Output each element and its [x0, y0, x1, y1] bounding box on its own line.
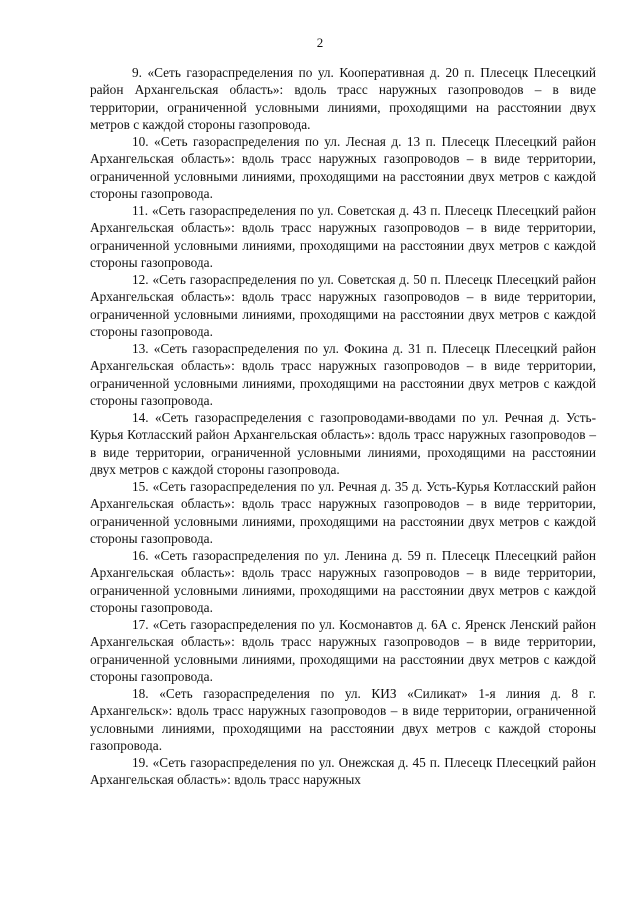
- paragraph-18: 18. «Сеть газораспределения по ул. КИЗ «Силикат» 1-я линия д. 8 г. Архангельск»: вдоль трасс наружных газопроводов – в виде территории, ограниченной условными линиями, проходящими на расстоянии двух метров с каждой стороны газопровода.: [90, 686, 596, 753]
- paragraph-11: 11. «Сеть газораспределения по ул. Советская д. 43 п. Плесецк Плесецкий район Архангельская область»: вдоль трасс наружных газопроводов – в виде территории, ограниченной условными линиями, проходящими на расстоянии двух метров с каждой стороны газопровода.: [90, 203, 596, 270]
- paragraph-9: 9. «Сеть газораспределения по ул. Кооперативная д. 20 п. Плесецк Плесецкий район Архангельская область»: вдоль трасс наружных газопроводов – в виде территории, ограниченной условными линиями, проходящими на расстоянии двух метров с каждой стороны газопровода.: [90, 65, 596, 132]
- paragraph-10: 10. «Сеть газораспределения по ул. Лесная д. 13 п. Плесецк Плесецкий район Архангельская область»: вдоль трасс наружных газопроводов – в виде территории, ограниченной условными линиями, проходящими на расстоянии двух метров с каждой стороны газопровода.: [90, 134, 596, 201]
- paragraph-16: 16. «Сеть газораспределения по ул. Ленина д. 59 п. Плесецк Плесецкий район Архангельская область»: вдоль трасс наружных газопроводов – в виде территории, ограниченной условными линиями, проходящими на расстоянии двух метров с каждой стороны газопровода.: [90, 548, 596, 615]
- paragraph-19: 19. «Сеть газораспределения по ул. Онежская д. 45 п. Плесецк Плесецкий район Архангельская область»: вдоль трасс наружных: [90, 755, 596, 788]
- page-number: 2: [316, 35, 324, 50]
- paragraph-15: 15. «Сеть газораспределения по ул. Речная д. 35 д. Усть-Курья Котласский район Архангельская область»: вдоль трасс наружных газопроводов – в виде территории, ограниченной условными линиями, проходящими на расстоянии двух метров с каждой стороны газопровода.: [90, 479, 596, 546]
- document-body: [90, 64, 596, 789]
- paragraph-17: 17. «Сеть газораспределения по ул. Космонавтов д. 6А с. Яренск Ленский район Архангельская область»: вдоль трасс наружных газопроводов – в виде территории, ограниченной условными линиями, проходящими на расстоянии двух метров с каждой стороны газопровода.: [90, 617, 596, 684]
- paragraph-14: 14. «Сеть газораспределения с газопроводами-вводами по ул. Речная д. Усть-Курья Котласский район Архангельская область»: вдоль трасс наружных газопроводов – в виде территории, ограниченной условными линиями, проходящими на расстоянии двух метров с каждой стороны газопровода.: [90, 410, 596, 477]
- paragraph-12: 12. «Сеть газораспределения по ул. Советская д. 50 п. Плесецк Плесецкий район Архангельская область»: вдоль трасс наружных газопроводов – в виде территории, ограниченной условными линиями, проходящими на расстоянии двух метров с каждой стороны газопровода.: [90, 272, 596, 339]
- paragraph-13: 13. «Сеть газораспределения по ул. Фокина д. 31 п. Плесецк Плесецкий район Архангельская область»: вдоль трасс наружных газопроводов – в виде территории, ограниченной условными линиями, проходящими на расстоянии двух метров с каждой стороны газопровода.: [90, 341, 596, 408]
